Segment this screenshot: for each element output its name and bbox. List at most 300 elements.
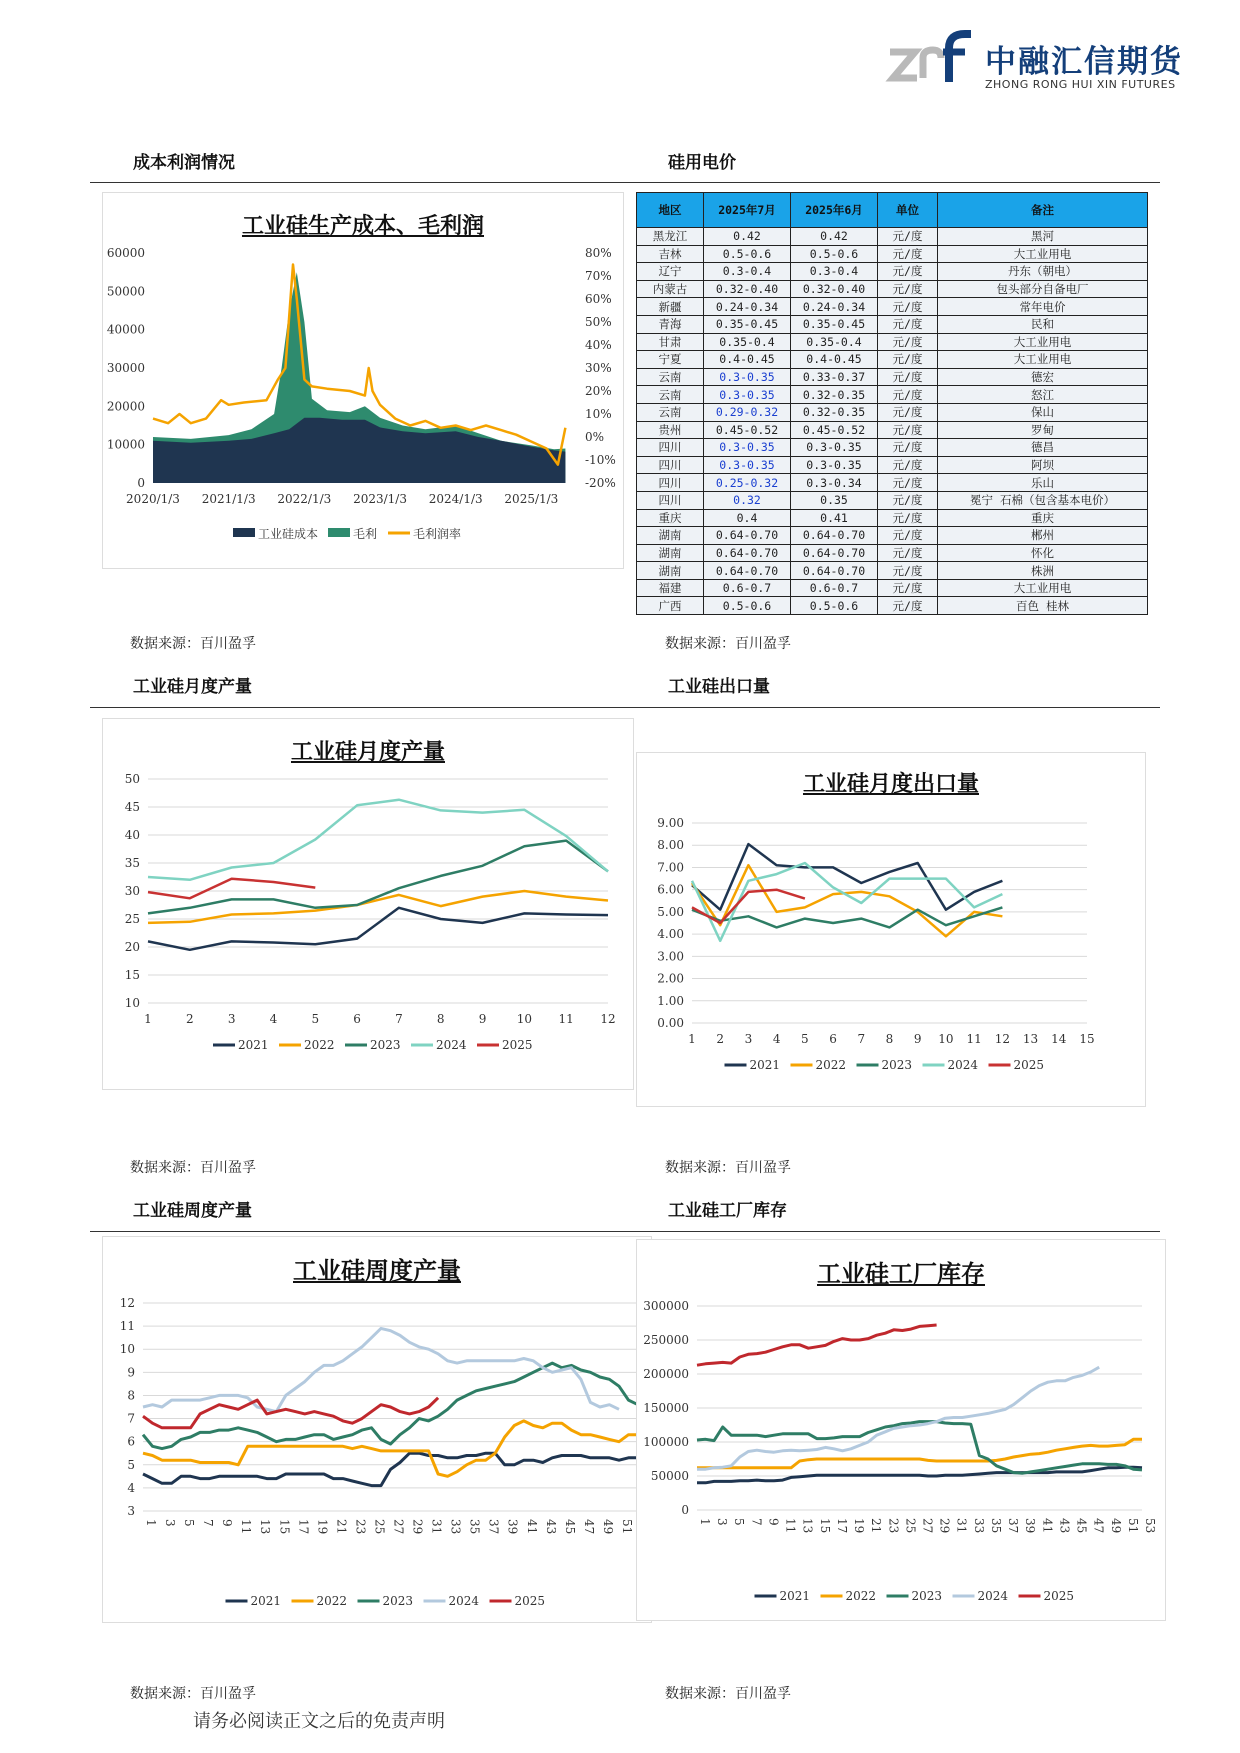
table-cell: 0.42: [791, 228, 878, 246]
cost-profit-chart: [103, 237, 621, 557]
x-tick-label: 5: [311, 1012, 320, 1026]
x-tick-label: 3: [715, 1518, 730, 1526]
table-cell: 元/度: [878, 351, 938, 369]
table-cell: 冕宁 石棉（包含基本电价）: [938, 491, 1148, 509]
table-header: 2025年6月: [791, 193, 878, 228]
table-cell: 0.35-0.4: [791, 333, 878, 351]
x-tick-label: 25: [903, 1518, 918, 1534]
x-tick-label: 1: [144, 1012, 152, 1026]
x-tick-label: 51: [1125, 1518, 1140, 1534]
table-cell: 广西: [637, 597, 704, 615]
x-tick-label: 8: [885, 1032, 894, 1046]
table-cell: 0.32: [704, 491, 791, 509]
table-cell: 0.3-0.35: [704, 456, 791, 474]
table-cell: 德昌: [938, 439, 1148, 457]
table-cell: 元/度: [878, 333, 938, 351]
table-cell: 德宏: [938, 368, 1148, 386]
chart-title: 工业硅工厂库存: [817, 1260, 985, 1288]
table-cell: 常年电价: [938, 298, 1148, 316]
section-title-inventory: 工业硅工厂库存: [668, 1201, 787, 1221]
y-tick-label: 10000: [106, 437, 145, 452]
data-source-label: 数据来源：百川盈孚: [665, 1160, 791, 1176]
table-cell: 湖南: [637, 527, 704, 545]
inventory-chart: [637, 1286, 1163, 1620]
x-tick-label: 31: [954, 1518, 969, 1534]
legend-label: 毛利: [353, 527, 378, 541]
x-tick-label: 23: [886, 1518, 901, 1534]
table-row: [637, 351, 1148, 369]
x-tick-label: 15: [277, 1519, 292, 1535]
y-tick-label: 45: [124, 800, 140, 814]
y2-tick-label: 60%: [585, 292, 612, 306]
table-cell: 0.32-0.40: [791, 280, 878, 298]
chart-title: 工业硅月度产量: [290, 740, 445, 765]
table-cell: 贵州: [637, 421, 704, 439]
y-tick-label: 5.00: [657, 904, 684, 919]
table-cell: 0.64-0.70: [704, 562, 791, 580]
table-row: [637, 228, 1148, 246]
table-cell: 0.3-0.35: [704, 368, 791, 386]
legend-swatch: [328, 528, 350, 537]
table-cell: 0.25-0.32: [704, 474, 791, 492]
legend-label: 2022: [845, 1589, 877, 1603]
section-divider: [90, 707, 1160, 708]
x-tick-label: 2020/1/3: [126, 492, 180, 506]
x-tick-label: 11: [966, 1032, 982, 1046]
table-cell: 青海: [637, 315, 704, 333]
table-cell: 0.4-0.45: [791, 351, 878, 369]
inventory-chart-panel: [636, 1239, 1166, 1621]
y-tick-label: 50000: [106, 284, 145, 299]
legend-label: 2024: [436, 1038, 467, 1052]
x-tick-label: 41: [524, 1519, 539, 1535]
table-header: 备注: [938, 193, 1148, 228]
x-tick-label: 15: [1079, 1032, 1095, 1046]
x-tick-label: 8: [436, 1012, 445, 1026]
table-cell: 湖南: [637, 562, 704, 580]
y-tick-label: 20000: [106, 399, 145, 414]
export-chart: [637, 797, 1143, 1103]
series-line-2021: [148, 908, 608, 950]
table-cell: 0.64-0.70: [791, 562, 878, 580]
data-source-label: 数据来源：百川盈孚: [130, 1686, 256, 1702]
y-tick-label: 6.00: [657, 882, 684, 897]
y-tick-label: 8: [127, 1388, 135, 1403]
legend-label: 2025: [1043, 1589, 1075, 1603]
x-tick-label: 7: [201, 1519, 216, 1527]
y-tick-label: 12: [119, 1296, 135, 1310]
x-tick-label: 3: [163, 1519, 178, 1527]
table-cell: 0.33-0.37: [791, 368, 878, 386]
table-cell: 大工业用电: [938, 351, 1148, 369]
section-title-weekly-output: 工业硅周度产量: [133, 1201, 252, 1221]
table-cell: 云南: [637, 386, 704, 404]
x-tick-label: 27: [920, 1518, 935, 1534]
table-cell: 大工业用电: [938, 333, 1148, 351]
table-cell: 0.5-0.6: [704, 245, 791, 263]
weekly-output-chart-panel: [102, 1236, 652, 1623]
series-line-2025: [148, 879, 315, 899]
x-tick-label: 19: [315, 1519, 330, 1535]
table-cell: 元/度: [878, 579, 938, 597]
table-cell: 黑龙江: [637, 228, 704, 246]
x-tick-label: 13: [1022, 1032, 1039, 1046]
legend-label: 2022: [316, 1594, 348, 1608]
table-row: [637, 315, 1148, 333]
x-tick-label: 5: [732, 1518, 747, 1526]
y2-tick-label: 30%: [585, 361, 612, 375]
y-tick-label: 20: [124, 940, 140, 954]
table-cell: 0.45-0.52: [704, 421, 791, 439]
x-tick-label: 21: [334, 1519, 349, 1535]
y-tick-label: 8.00: [657, 838, 684, 853]
x-tick-label: 15: [817, 1518, 832, 1534]
x-tick-label: 21: [869, 1518, 884, 1534]
x-tick-label: 5: [182, 1519, 197, 1527]
table-row: [637, 527, 1148, 545]
y-tick-label: 25: [124, 912, 140, 926]
table-cell: 内蒙古: [637, 280, 704, 298]
series-line-2021: [697, 1467, 1142, 1483]
x-tick-label: 29: [937, 1518, 952, 1534]
x-tick-label: 2: [716, 1032, 725, 1046]
company-logo-icon: [885, 30, 975, 90]
y-tick-label: 0: [681, 1503, 689, 1517]
table-cell: 吉林: [637, 245, 704, 263]
legend-label: 2025: [502, 1038, 533, 1052]
table-cell: 0.3-0.34: [791, 474, 878, 492]
legend-label: 2023: [881, 1058, 913, 1072]
x-tick-label: 10: [938, 1032, 954, 1046]
table-row: [637, 579, 1148, 597]
table-cell: 0.6-0.7: [704, 579, 791, 597]
x-tick-label: 17: [834, 1518, 849, 1534]
y-tick-label: 10: [119, 1342, 135, 1357]
table-cell: 0.29-0.32: [704, 403, 791, 421]
legend-label: 2023: [382, 1594, 414, 1608]
legend-label: 2025: [1013, 1058, 1045, 1072]
table-row: [637, 509, 1148, 527]
y-tick-label: 40: [124, 828, 140, 842]
power-price-table: [636, 192, 1148, 615]
x-tick-label: 23: [353, 1519, 368, 1535]
table-cell: 0.3-0.35: [704, 386, 791, 404]
y-tick-label: 6: [127, 1434, 135, 1449]
table-cell: 0.64-0.70: [791, 527, 878, 545]
legend-label: 2024: [977, 1589, 1009, 1603]
table-cell: 四川: [637, 474, 704, 492]
monthly-output-chart: [103, 765, 631, 1085]
legend-label: 2024: [947, 1058, 979, 1072]
table-cell: 大工业用电: [938, 579, 1148, 597]
table-header: 地区: [637, 193, 704, 228]
x-tick-label: 7: [857, 1032, 866, 1046]
x-tick-label: 35: [467, 1519, 482, 1535]
series-line-2023: [148, 841, 608, 914]
x-tick-label: 39: [1023, 1518, 1038, 1534]
table-cell: 大工业用电: [938, 245, 1148, 263]
table-cell: 民和: [938, 315, 1148, 333]
x-tick-label: 4: [772, 1032, 781, 1046]
table-cell: 元/度: [878, 597, 938, 615]
table-cell: 元/度: [878, 421, 938, 439]
x-tick-label: 41: [1040, 1518, 1055, 1534]
y-tick-label: 150000: [643, 1401, 689, 1415]
table-header: 单位: [878, 193, 938, 228]
table-cell: 0.3-0.35: [791, 439, 878, 457]
y-tick-label: 10: [124, 996, 140, 1010]
x-tick-label: 31: [429, 1519, 444, 1535]
x-tick-label: 5: [801, 1032, 809, 1046]
x-tick-label: 2024/1/3: [428, 492, 483, 506]
table-row: [637, 368, 1148, 386]
legend-label: 2021: [779, 1589, 811, 1603]
y-tick-label: 200000: [643, 1367, 689, 1381]
table-cell: 元/度: [878, 456, 938, 474]
table-cell: 0.64-0.70: [704, 544, 791, 562]
x-tick-label: 12: [994, 1032, 1010, 1046]
table-cell: 丹东（朝电）: [938, 263, 1148, 281]
y-tick-label: 1.00: [657, 993, 684, 1008]
legend-label: 2025: [514, 1594, 546, 1608]
y-tick-label: 9.00: [657, 816, 684, 830]
y-tick-label: 4.00: [657, 927, 684, 942]
data-source-label: 数据来源：百川盈孚: [665, 636, 791, 652]
table-cell: 0.3-0.35: [704, 439, 791, 457]
y-tick-label: 100000: [643, 1435, 689, 1449]
x-tick-label: 14: [1051, 1032, 1067, 1046]
x-tick-label: 43: [1057, 1518, 1072, 1534]
y-tick-label: 3.00: [657, 949, 684, 964]
table-cell: 罗甸: [938, 421, 1148, 439]
table-cell: 重庆: [637, 509, 704, 527]
legend-label: 毛利润率: [413, 527, 462, 541]
table-cell: 湖南: [637, 544, 704, 562]
table-row: [637, 245, 1148, 263]
monthly-output-chart-panel: [102, 718, 634, 1090]
x-tick-label: 1: [688, 1032, 696, 1046]
y-tick-label: 7.00: [657, 860, 684, 875]
x-tick-label: 47: [581, 1519, 596, 1535]
table-cell: 元/度: [878, 439, 938, 457]
table-cell: 宁夏: [637, 351, 704, 369]
table-cell: 元/度: [878, 263, 938, 281]
x-tick-label: 17: [296, 1519, 311, 1535]
table-cell: 元/度: [878, 298, 938, 316]
series-line-2024: [143, 1328, 619, 1411]
x-tick-label: 27: [391, 1519, 406, 1535]
table-cell: 0.5-0.6: [704, 597, 791, 615]
y-tick-label: 11: [119, 1319, 135, 1334]
x-tick-label: 37: [1006, 1518, 1021, 1534]
y-tick-label: 35: [124, 856, 140, 870]
y2-tick-label: 70%: [585, 269, 612, 283]
table-cell: 0.64-0.70: [791, 544, 878, 562]
data-source-label: 数据来源：百川盈孚: [130, 636, 256, 652]
table-cell: 株洲: [938, 562, 1148, 580]
table-row: [637, 544, 1148, 562]
table-cell: 0.24-0.34: [791, 298, 878, 316]
x-tick-label: 19: [852, 1518, 867, 1534]
y2-tick-label: 20%: [585, 384, 612, 398]
table-cell: 0.45-0.52: [791, 421, 878, 439]
table-cell: 四川: [637, 439, 704, 457]
table-cell: 福建: [637, 579, 704, 597]
table-cell: 元/度: [878, 509, 938, 527]
x-tick-label: 47: [1091, 1518, 1106, 1534]
y-tick-label: 9: [127, 1365, 135, 1380]
table-cell: 百色 桂林: [938, 597, 1148, 615]
y-tick-label: 50: [124, 772, 140, 786]
table-cell: 四川: [637, 491, 704, 509]
y-tick-label: 15: [124, 968, 140, 982]
x-tick-label: 49: [1108, 1518, 1123, 1534]
table-cell: 重庆: [938, 509, 1148, 527]
table-cell: 乐山: [938, 474, 1148, 492]
x-tick-label: 13: [258, 1519, 273, 1535]
table-cell: 0.5-0.6: [791, 597, 878, 615]
y-tick-label: 0.00: [657, 1016, 684, 1030]
x-tick-label: 6: [353, 1012, 361, 1026]
table-row: [637, 333, 1148, 351]
table-cell: 0.42: [704, 228, 791, 246]
x-tick-label: 9: [220, 1519, 235, 1527]
table-row: [637, 421, 1148, 439]
y2-tick-label: -20%: [585, 476, 616, 490]
table-cell: 怒江: [938, 386, 1148, 404]
section-divider: [90, 182, 1160, 183]
table-cell: 元/度: [878, 527, 938, 545]
series-line-2024: [148, 800, 608, 880]
x-tick-label: 1: [698, 1518, 712, 1526]
legend-label: 2023: [370, 1038, 401, 1052]
table-cell: 0.32-0.35: [791, 403, 878, 421]
x-tick-label: 43: [543, 1519, 558, 1535]
table-cell: 黑河: [938, 228, 1148, 246]
section-title-monthly-output: 工业硅月度产量: [133, 677, 252, 697]
table-cell: 0.24-0.34: [704, 298, 791, 316]
x-tick-label: 3: [744, 1032, 753, 1046]
x-tick-label: 45: [562, 1519, 577, 1535]
table-cell: 四川: [637, 456, 704, 474]
x-tick-label: 4: [269, 1012, 278, 1026]
y-tick-label: 0: [137, 476, 145, 490]
x-tick-label: 10: [516, 1012, 533, 1026]
table-cell: 元/度: [878, 403, 938, 421]
x-tick-label: 9: [478, 1012, 487, 1026]
table-cell: 元/度: [878, 245, 938, 263]
y2-tick-label: 40%: [585, 338, 612, 352]
table-cell: 元/度: [878, 562, 938, 580]
table-cell: 0.35-0.45: [791, 315, 878, 333]
table-cell: 0.35-0.4: [704, 333, 791, 351]
section-title-power-price: 硅用电价: [668, 153, 736, 173]
x-tick-label: 13: [800, 1518, 815, 1534]
table-cell: 元/度: [878, 491, 938, 509]
table-cell: 怀化: [938, 544, 1148, 562]
table-cell: 元/度: [878, 280, 938, 298]
table-cell: 0.4: [704, 509, 791, 527]
cost-profit-chart-panel: [102, 192, 624, 569]
data-source-label: 数据来源：百川盈孚: [130, 1160, 256, 1176]
section-title-cost-profit: 成本利润情况: [133, 153, 235, 173]
x-tick-label: 53: [1143, 1518, 1157, 1534]
table-cell: 元/度: [878, 474, 938, 492]
x-tick-label: 51: [619, 1519, 634, 1535]
x-tick-label: 33: [971, 1518, 986, 1534]
weekly-output-chart: [103, 1283, 649, 1621]
x-tick-label: 35: [988, 1518, 1003, 1534]
x-tick-label: 45: [1074, 1518, 1089, 1534]
series-line-2023: [692, 907, 1002, 927]
table-cell: 新疆: [637, 298, 704, 316]
table-row: [637, 263, 1148, 281]
x-tick-label: 2022/1/3: [277, 492, 332, 506]
x-tick-label: 29: [410, 1519, 425, 1535]
y-tick-label: 50000: [650, 1469, 689, 1483]
x-tick-label: 9: [766, 1518, 781, 1526]
table-row: [637, 456, 1148, 474]
series-line-2021: [143, 1453, 638, 1485]
legend-label: 2022: [304, 1038, 335, 1052]
x-tick-label: 49: [600, 1519, 615, 1535]
x-tick-label: 11: [783, 1518, 798, 1534]
y2-tick-label: 10%: [585, 407, 612, 421]
table-cell: 0.3-0.4: [791, 263, 878, 281]
table-row: [637, 562, 1148, 580]
y-tick-label: 250000: [643, 1333, 689, 1347]
table-cell: 0.6-0.7: [791, 579, 878, 597]
table-cell: 0.35: [791, 491, 878, 509]
section-divider: [90, 1231, 1160, 1232]
y-tick-label: 30: [124, 884, 140, 898]
legend-swatch: [233, 528, 255, 537]
section-title-export: 工业硅出口量: [668, 677, 770, 697]
x-tick-label: 12: [600, 1012, 616, 1026]
table-cell: 保山: [938, 403, 1148, 421]
x-tick-label: 6: [829, 1032, 837, 1046]
table-cell: 云南: [637, 368, 704, 386]
legend-label: 工业硅成本: [258, 527, 319, 541]
table-cell: 0.32-0.35: [791, 386, 878, 404]
table-row: [637, 439, 1148, 457]
table-cell: 元/度: [878, 368, 938, 386]
x-tick-label: 7: [749, 1518, 764, 1526]
x-tick-label: 25: [372, 1519, 387, 1535]
y-tick-label: 7: [127, 1411, 135, 1426]
table-header: 2025年7月: [704, 193, 791, 228]
y-tick-label: 2.00: [657, 971, 684, 986]
x-tick-label: 11: [558, 1012, 574, 1026]
x-tick-label: 37: [486, 1519, 501, 1535]
logo-english-name: ZHONG RONG HUI XIN FUTURES: [985, 78, 1176, 91]
y-tick-label: 30000: [106, 361, 145, 375]
table-cell: 0.3-0.35: [791, 456, 878, 474]
x-tick-label: 3: [227, 1012, 236, 1026]
chart-title: 工业硅周度产量: [293, 1257, 461, 1285]
x-tick-label: 9: [913, 1032, 922, 1046]
table-cell: 元/度: [878, 544, 938, 562]
table-row: [637, 403, 1148, 421]
y-tick-label: 4: [127, 1480, 135, 1495]
table-cell: 0.64-0.70: [704, 527, 791, 545]
data-source-label: 数据来源：百川盈孚: [665, 1686, 791, 1702]
legend-label: 2022: [815, 1058, 847, 1072]
y-tick-label: 5: [127, 1457, 135, 1472]
x-tick-label: 2: [185, 1012, 194, 1026]
series-line-2025: [697, 1325, 937, 1365]
series-line-2025: [143, 1398, 438, 1428]
